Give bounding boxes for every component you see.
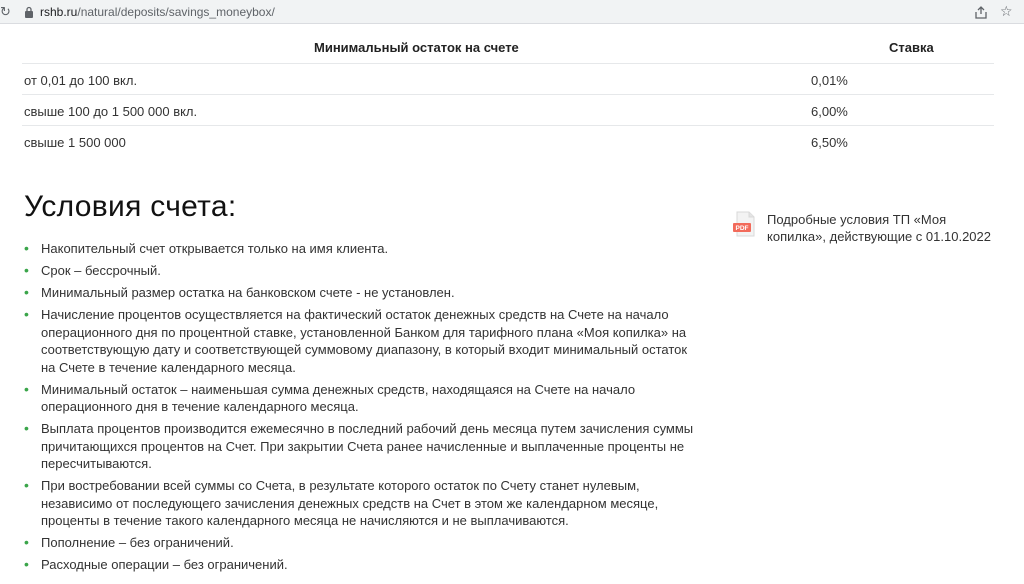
list-item: • Накопительный счет открывается только на имя клиента.	[24, 240, 704, 258]
conditions-list	[24, 240, 704, 578]
cell-balance: свыше 1 500 000	[24, 135, 126, 150]
list-item: • Срок – бессрочный.	[24, 262, 704, 280]
browser-address-bar	[0, 0, 1024, 24]
pdf-icon-label: PDF	[735, 225, 749, 232]
table-header	[22, 28, 994, 64]
cell-rate: 6,00%	[811, 104, 848, 119]
cell-rate: 6,50%	[811, 135, 848, 150]
pdf-link-text[interactable]: Подробные условия ТП «Моя копилка», действующие с 01.10.2022	[767, 212, 991, 244]
table-row	[22, 126, 994, 157]
list-item: • Расходные операции – без ограничений.	[24, 556, 704, 574]
url-field[interactable]	[40, 5, 275, 19]
table-row	[22, 64, 994, 95]
list-item: • Пополнение – без ограничений.	[24, 534, 704, 552]
list-item: • Начисление процентов осуществляется на фактический остаток денежных средств на Счете на начало операционного дня по процентной ставке, установленной Банком для тарифного плана «Моя копилка» на соответствующую дату и соответствующей суммовому диапазону, в который входит минимальный остаток на Счете в течение календарного месяца.	[24, 306, 704, 376]
pdf-file-icon[interactable]	[732, 211, 758, 237]
reload-icon[interactable]: ↻	[0, 4, 11, 19]
list-item: • Минимальный размер остатка на банковском счете - не установлен.	[24, 284, 704, 302]
table-row	[22, 95, 994, 126]
header-rate: Ставка	[889, 40, 934, 55]
lock-icon[interactable]	[24, 6, 34, 18]
cell-balance: свыше 100 до 1 500 000 вкл.	[24, 104, 198, 119]
list-item: • Минимальный остаток – наименьшая сумма денежных средств, находящаяся на Счете на начало операционного дня в течение календарного месяца.	[24, 381, 704, 416]
list-item: • Выплата процентов производится ежемесячно в последний рабочий день месяца путем зачисления суммы причитающихся процентов на Счет. При закрытии Счета ранее начисленные и выплаченные проценты не пересчитываются.	[24, 420, 704, 473]
conditions-title: Условия счета:	[24, 190, 237, 223]
cell-rate: 0,01%	[811, 73, 848, 88]
cell-balance: от 0,01 до 100 вкл.	[24, 73, 138, 88]
url-path: /natural/deposits/savings_moneybox/	[77, 5, 275, 19]
list-item: • При востребовании всей суммы со Счета, в результате которого остаток по Счету станет нулевым, независимо от последующего зачисления денежных средств на Счет в этом же календарном месяце, проценты в течение такого календарного месяца не начисляются и не выплачиваются.	[24, 477, 704, 530]
share-icon[interactable]	[974, 6, 988, 19]
rates-table	[22, 28, 994, 157]
url-host: rshb.ru	[40, 5, 78, 19]
bookmark-star-icon[interactable]: ☆	[1000, 3, 1013, 19]
header-min-balance: Минимальный остаток на счете	[314, 40, 519, 55]
